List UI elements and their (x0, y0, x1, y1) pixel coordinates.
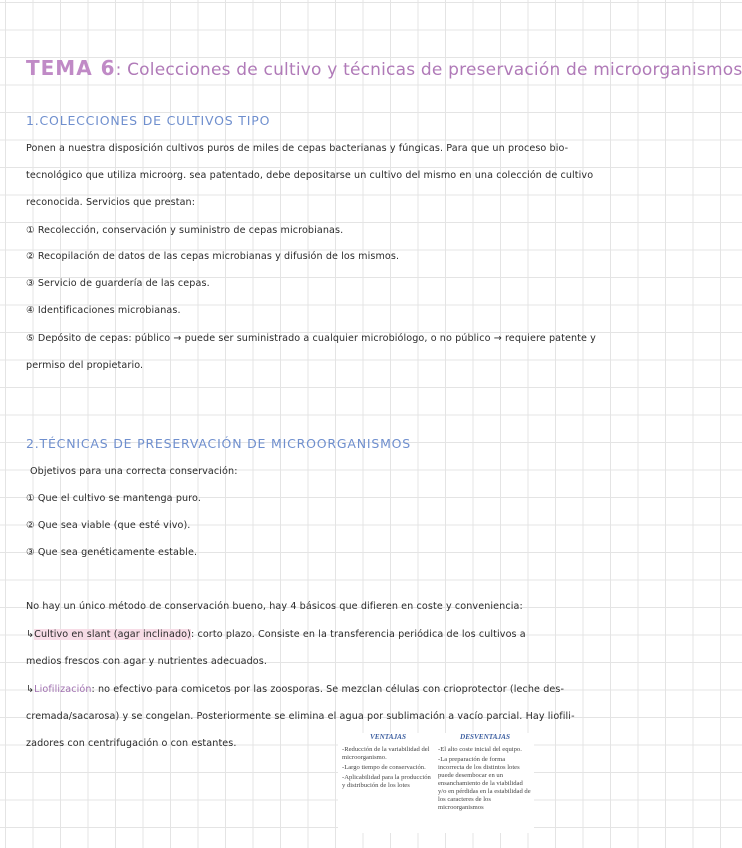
section2-heading: 2.TÉCNICAS DE PRESERVACIÓN DE MICROORGANISMOS (26, 436, 412, 451)
disadvantage-item: -La preparación de forma incorrecta de los distintos lotes puede desembocar en un ensanchamiento de la viabilidad y/o en pérdidas en la estabilidad de los caracteres de los microorganismos (438, 756, 531, 811)
method-lyo-line2: cremada/sacarosa) y se congelan. Posteriormente se elimina el agua por sublimación a vacío parcial. Hay liofili- (26, 711, 575, 722)
disadvantages-header: DESVENTAJAS (460, 733, 510, 741)
service-item: ⑤ Depósito de cepas: público → puede ser suministrado a cualquier microbiólogo, o no público → requiere patente y (26, 333, 596, 344)
advantage-item: -Aplicabilidad para la producción y distribución de los lotes (342, 774, 431, 789)
method-lyo-line3: zadores con centrifugación o con estantes. (26, 738, 237, 749)
advantages-table (338, 733, 534, 833)
service-item: permiso del propietario. (26, 360, 144, 371)
section1-line: Ponen a nuestra disposición cultivos puros de miles de cepas bacterianas y fúngicas. Para que un proceso bio- (26, 143, 569, 154)
advantage-item: -Reducción de la variabilidad del microorganismo. (342, 746, 430, 761)
service-item: ④ Identificaciones microbianas. (26, 305, 181, 316)
service-item: ② Recopilación de datos de las cepas microbianas y difusión de los mismos. (26, 251, 400, 262)
method-lyo-line1 (26, 684, 564, 695)
section1-heading: 1.COLECCIONES DE CULTIVOS TIPO (26, 113, 271, 128)
service-item: ③ Servicio de guardería de las cepas. (26, 278, 210, 289)
disadvantages-column (438, 733, 532, 814)
service-item: ① Recolección, conservación y suministro de cepas microbianas. (26, 225, 344, 236)
advantages-column (342, 733, 434, 792)
method-slant-line1 (26, 629, 526, 640)
title-rest: : Colecciones de cultivo y técnicas de preservación de microorganismos (115, 60, 742, 80)
objectives-intro: Objetivos para una correcta conservación: (30, 466, 238, 477)
advantages-header: VENTAJAS (370, 733, 406, 741)
title-lead: TEMA 6 (26, 56, 116, 80)
objective-item: ② Que sea viable (que esté vivo). (26, 520, 191, 531)
section1-line: tecnológico que utiliza microorg. sea patentado, debe depositarse un cultivo del mismo en una colección de cultivo (26, 170, 594, 181)
method-lyo-desc: : no efectivo para comicetos por las zoosporas. Se mezclan células con crioprotector (leche des- (91, 684, 565, 695)
objective-item: ① Que el cultivo se mantenga puro. (26, 493, 201, 504)
method-slant-line2: medios frescos con agar y nutrientes adecuados. (26, 656, 268, 667)
objective-item: ③ Que sea genéticamente estable. (26, 547, 198, 558)
method-slant-desc: : corto plazo. Consiste en la transferencia periódica de los cultivos a (190, 629, 526, 640)
method-slant-name: Cultivo en slant (agar inclinado) (34, 629, 191, 640)
method-lyo-name: Liofilización (34, 684, 92, 695)
page-title (26, 56, 742, 80)
advantage-item: -Largo tiempo de conservación. (342, 764, 426, 771)
arrow-icon: ↳ (26, 629, 35, 640)
arrow-icon: ↳ (26, 684, 35, 695)
disadvantage-item: -El alto coste inicial del equipo. (438, 746, 522, 753)
section1-line: reconocida. Servicios que prestan: (26, 197, 196, 208)
methods-intro: No hay un único método de conservación bueno, hay 4 básicos que difieren en coste y conveniencia: (26, 601, 523, 612)
